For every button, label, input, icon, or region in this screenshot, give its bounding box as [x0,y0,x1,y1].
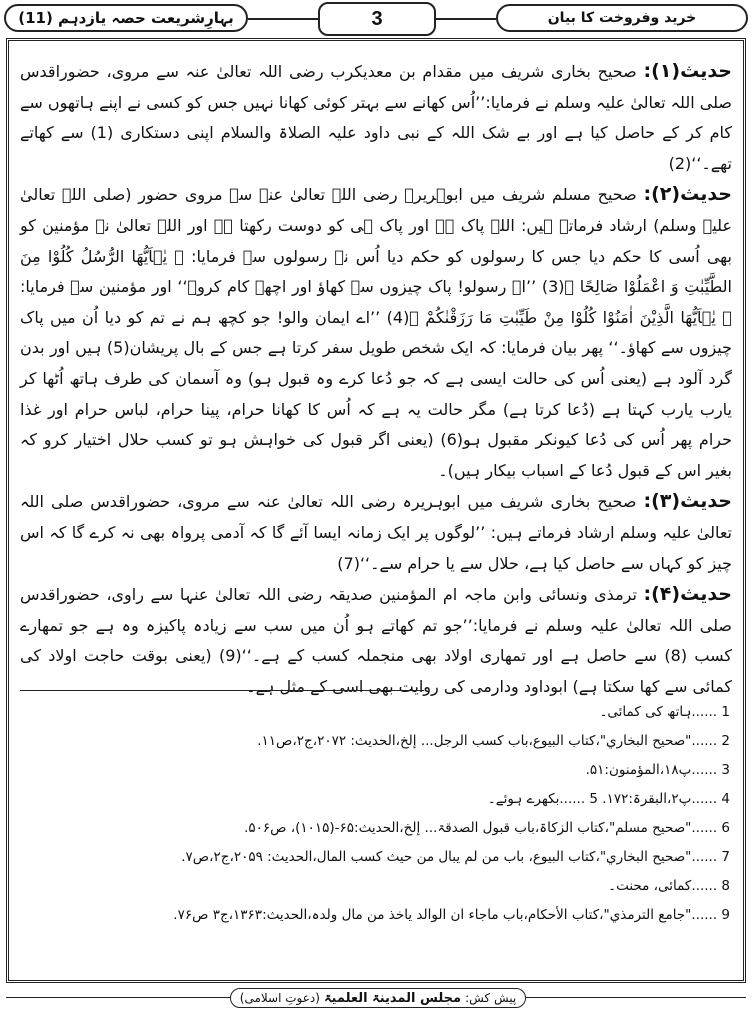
hadith-4 [20,579,732,702]
footer-rule-left [6,997,230,998]
footnotes [20,698,730,930]
hadith-label: حدیث(۴): [643,583,732,606]
header-rule-right [436,18,496,20]
hadith-label: حدیث(۲): [643,183,732,206]
hadith-text: ترمذی ونسائی وابن ماجہ ام المؤمنین صدیقہ رضی اللہ تعالیٰ عنہا سے راوی، حضوراقدس صلی اللہ تعالیٰ علیہ وسلم نے فرمایا:’’جو تم کھاتے ہو اُن میں سب سے زیادہ پاکیزہ وہ ہے جو تمھارے کسب (8) سے حاصل ہے اور تمھاری اولاد بھی منجملہ کسب کے ہے۔‘‘(9) (یعنی بوقت حاجت اولاد کی کمائی سے کھا سکتا ہے) ابوداود ودارمی کی روایت بھی اسی کے مثل ہے۔ [20,585,732,696]
footnote: 7 ......"صحیح البخاري"،کتاب البیوع، باب من لم یبال من حیث کسب المال،الحدیث: ۲۰۵۹،ج۲،ص۷. [181,849,730,865]
page-number-text: 3 [371,7,383,30]
footnote: 6 ......"صحیح مسلم"،کتاب الزکاۃ،باب قبول الصدقۃ... إلخ،الحدیث:۶۵-(۱۰۱۵)، ص۵۰۶. [244,820,730,836]
hadith-label: حدیث(۱): [643,60,732,82]
footnote: 3 ......پ۱۸،المؤمنون:۵۱. [585,762,730,778]
footnote: 8 ......کمائی، محنت۔ [608,878,730,894]
hadith-label: حدیث(۳): [643,490,732,513]
hadith-text: صحیح مسلم شریف میں ابوہریرہ رضی اللہ تعالیٰ عنہ سے مروی حضور (صلی اللہ تعالیٰ علیہ وسلم) ارشاد فرماتے ہیں: اللہ پاک ہے اور پاک ہی کو دوست رکھتا ہے اور اللہ تعالیٰ نے مؤمنین کو بھی اُسی کا حکم دیا جس کا رسولوں کو حکم دیا اُس نے رسولوں سے فرمایا: ﴿ يٰۤاَيُّهَا الرُّسُلُ كُلُوْا مِنَ الطَّيِّبٰتِ وَ اعْمَلُوْا صَالِحًا ﴾(3) ’’اے رسولو! پاک چیزوں سے کھاؤ اور اچھے کام کرو۔‘‘ اور مؤمنین سے فرمایا: ﴿ يٰۤاَيُّهَا الَّذِيْنَ اٰمَنُوْا كُلُوْا مِنْ طَيِّبٰتِ مَا رَزَقْنٰكُمْ ﴾(4) ’’اے ایمان والو! جو کچھ ہم نے تم کو دیا اُن میں پاک چیزوں سے کھاؤ۔‘‘ پھر بیان فرمایا: کہ ایک شخص طویل سفر کرتا ہے جس کے بال پریشان(5) ہیں اور بدن گرد آلود ہے (یعنی اُس کی حالت ایسی ہے کہ جو دُعا کرے وہ قبول ہو) وہ آسمان کی طرف ہاتھ اُٹھا کر یارب یارب کہتا ہے (دُعا کرتا ہے) مگر حالت یہ ہے کہ اُس کا کھانا حرام، پینا حرام، لباس حرام اور غذا حرام پھر اُس کی دُعا کیونکر مقبول ہو(6) (یعنی اگر قبول کی خواہش ہو تو کسب حلال اختیار کرو کہ بغیر اس کے قبول دُعا کے اسباب بیکار ہیں)۔ [20,185,733,480]
footnote: 4 ......پ۲،البقرۃ:۱۷۲. 5 ......بکھرے ہوئے۔ [487,791,730,807]
footer-rule-right [526,997,746,998]
footer-org: مجلس المدینۃ العلمیۃ [323,990,462,1006]
footnote: 2 ......"صحیح البخاري"،کتاب البیوع،باب کسب الرجل... إلخ،الحدیث: ۲۰۷۲،ج۲،ص۱۱. [257,733,730,749]
footnote-separator [20,690,424,691]
hadith-3 [20,486,732,579]
hadith-1 [20,56,732,179]
header-page-number [318,2,436,36]
header-chapter-title [496,4,748,32]
footer-publisher [230,988,526,1008]
hadith-2 [20,179,732,486]
header-book-title-text: بہارِشریعت حصہ یازدہم (11) [18,9,234,27]
footer-prefix: پیش کش: [465,991,517,1005]
header-book-title [4,4,248,32]
footnote: 1 ......ہاتھ کی کمائی۔ [599,704,730,720]
hadith-text: صحیح بخاری شریف میں مقدام بن معدیکرب رضی اللہ تعالیٰ عنہ سے مروی، حضوراقدس صلی اللہ تعالیٰ علیہ وسلم نے فرمایا:’’اُس کھانے سے بہتر کوئی کھانا نہیں جس کو کسی نے اپنے ہاتھوں سے کام کر کے حاصل کیا ہے اور بے شک اللہ کے نبی داود علیہ الصلاۃ والسلام اپنی دستکاری (1) سے کھاتے تھے۔‘‘(2) [20,62,733,173]
main-text [20,56,733,696]
footer-suffix: (دعوتِ اسلامی) [239,991,320,1005]
footnote: 9 ......"جامع الترمذي"،کتاب الأحکام،باب ماجاء ان الوالد یاخذ من مال ولدہ،الحدیث:۱۳۶۳،ج۳ ص۷۶. [173,907,730,923]
hadith-text: صحیح بخاری شریف میں ابوہریرہ رضی اللہ تعالیٰ عنہ سے مروی، حضوراقدس صلی اللہ تعالیٰ علیہ وسلم ارشاد فرماتے ہیں: ’’لوگوں پر ایک زمانہ ایسا آئے گا کہ آدمی پرواہ بھی نہ کرے گا کہ اس چیز کو کہاں سے حاصل کیا ہے، حلال سے یا حرام سے۔‘‘(7) [20,492,732,573]
header-rule-left [248,18,318,20]
header-chapter-text: خرید وفروخت کا بیان [547,10,697,26]
